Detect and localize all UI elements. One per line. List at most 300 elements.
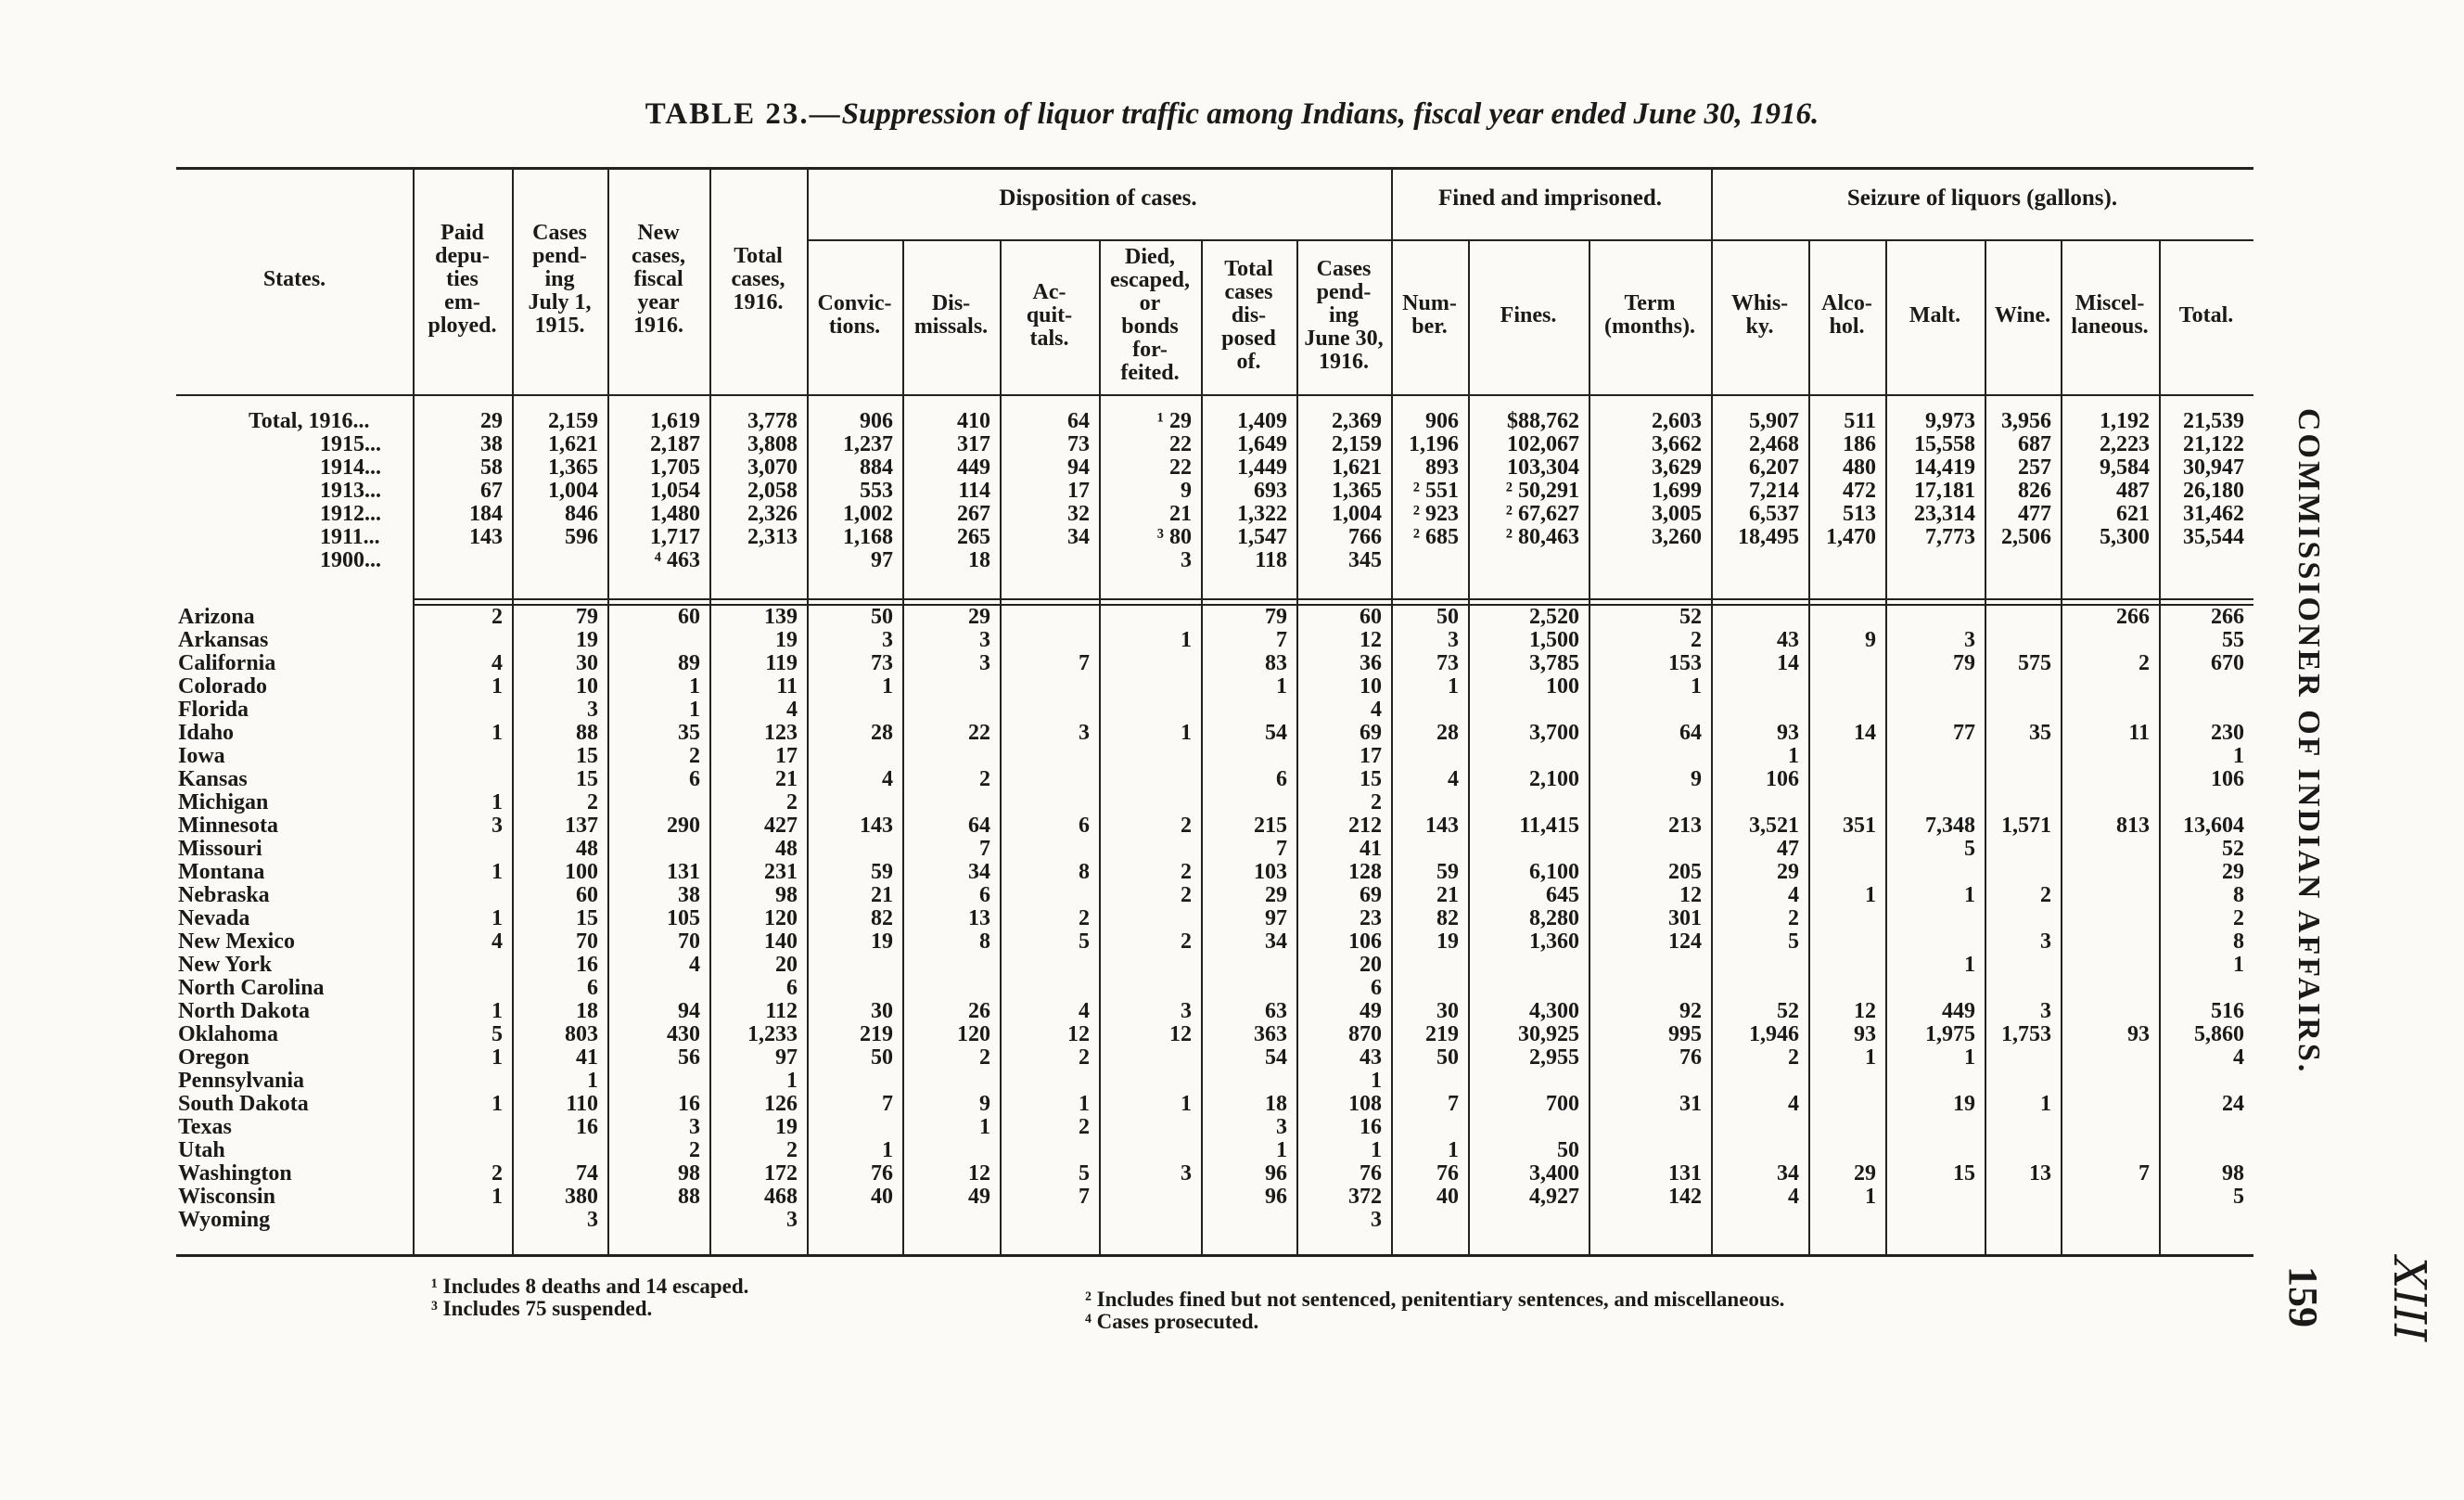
- state-cell: 12: [1854, 999, 1876, 1023]
- state-cell: 1: [1691, 674, 1702, 699]
- total-cell: 1,004: [1332, 502, 1382, 526]
- footnote-3: ³ Includes 75 suspended.: [431, 1297, 653, 1320]
- state-cell: 7: [979, 837, 990, 861]
- total-cell: 1,470: [1826, 525, 1876, 549]
- state-cell: 29: [1777, 860, 1799, 884]
- total-cell: 114: [958, 479, 990, 503]
- state-cell: 47: [1777, 837, 1799, 861]
- state-label: California: [178, 651, 276, 675]
- state-cell: 363: [1254, 1022, 1287, 1046]
- state-cell: 645: [1546, 883, 1579, 907]
- state-cell: 142: [1668, 1185, 1702, 1209]
- state-cell: 2: [1181, 814, 1192, 838]
- total-cell: 34: [1067, 525, 1090, 549]
- total-cell: 18: [968, 548, 990, 572]
- total-cell: 5,907: [1749, 409, 1799, 433]
- total-cell: 621: [2116, 502, 2150, 526]
- state-cell: 48: [775, 837, 798, 861]
- state-cell: 2: [1788, 1045, 1799, 1070]
- state-cell: 82: [871, 906, 893, 930]
- column-header: [1885, 304, 1985, 327]
- total-cell: 2,187: [650, 432, 700, 456]
- column-header: [512, 222, 607, 338]
- state-cell: 15: [576, 744, 598, 768]
- state-label: North Carolina: [178, 976, 325, 1000]
- total-cell: 1,547: [1237, 525, 1287, 549]
- state-cell: 3: [1371, 1208, 1382, 1232]
- state-cell: 8: [1079, 860, 1090, 884]
- state-cell: 2: [492, 605, 503, 629]
- total-cell: 1,705: [650, 455, 700, 480]
- column-header-line: cases: [1224, 279, 1273, 304]
- total-cell: 2,159: [1332, 432, 1382, 456]
- column-header-line: (months).: [1603, 314, 1695, 339]
- state-cell: 18: [1265, 1092, 1287, 1116]
- state-cell: 29: [968, 605, 990, 629]
- total-cell: 472: [1843, 479, 1876, 503]
- state-cell: 30,925: [1518, 1022, 1579, 1046]
- total-cell: 103,304: [1507, 455, 1579, 480]
- state-cell: 103: [1254, 860, 1287, 884]
- state-cell: 2: [1181, 883, 1192, 907]
- total-cell: 1,192: [2100, 409, 2150, 433]
- state-label: Washington: [178, 1161, 292, 1186]
- state-cell: 94: [678, 999, 700, 1023]
- total-cell: 2,506: [2001, 525, 2051, 549]
- total-cell: 257: [2018, 455, 2051, 480]
- state-cell: 79: [1265, 605, 1287, 629]
- column-header-line: cases,: [731, 266, 785, 291]
- state-cell: 3: [786, 1208, 798, 1232]
- column-header-line: Malt.: [1909, 302, 1961, 327]
- total-cell: ³ 80: [1156, 525, 1192, 549]
- state-cell: 1: [1964, 883, 1975, 907]
- state-cell: 14: [1854, 721, 1876, 745]
- state-cell: 16: [576, 1115, 598, 1139]
- state-cell: 215: [1254, 814, 1287, 838]
- state-cell: 5,860: [2194, 1022, 2244, 1046]
- state-cell: 96: [1265, 1185, 1287, 1209]
- state-cell: 120: [957, 1022, 990, 1046]
- state-label: Florida: [178, 698, 249, 722]
- state-cell: 43: [1360, 1045, 1382, 1070]
- state-cell: 2: [2040, 883, 2051, 907]
- column-header-line: missals.: [913, 314, 989, 339]
- state-cell: 1: [1276, 1138, 1287, 1162]
- column-header-line: June 30,: [1304, 326, 1384, 351]
- state-cell: 2: [786, 1138, 798, 1162]
- state-cell: 34: [1777, 1161, 1799, 1186]
- total-row-label: 1900...: [320, 548, 381, 572]
- column-header: [1391, 292, 1468, 339]
- state-cell: 26: [968, 999, 990, 1023]
- state-cell: 1,753: [2001, 1022, 2051, 1046]
- state-cell: 131: [1668, 1161, 1702, 1186]
- state-cell: 15: [1360, 767, 1382, 791]
- state-cell: 7: [1276, 628, 1287, 652]
- total-cell: 766: [1348, 525, 1382, 549]
- state-cell: 3: [882, 628, 893, 652]
- state-cell: 8: [2233, 883, 2244, 907]
- column-header: [1099, 246, 1201, 385]
- column-header-line: Cases: [532, 220, 587, 245]
- column-header: [807, 292, 902, 339]
- state-cell: 3: [587, 1208, 598, 1232]
- state-cell: 1: [492, 1185, 503, 1209]
- column-header: [607, 222, 709, 338]
- column-rule: [2061, 239, 2062, 1254]
- state-cell: 15: [576, 906, 598, 930]
- state-label: North Dakota: [178, 999, 310, 1023]
- column-header-line: Total: [734, 243, 783, 268]
- state-cell: 1: [1371, 1069, 1382, 1093]
- column-header-line: bonds: [1121, 314, 1179, 339]
- state-cell: 100: [565, 860, 598, 884]
- state-cell: 9: [1865, 628, 1876, 652]
- column-header-line: Fines.: [1500, 302, 1557, 327]
- state-cell: 427: [764, 814, 798, 838]
- state-label: Nevada: [178, 906, 250, 930]
- total-cell: ² 923: [1412, 502, 1459, 526]
- total-cell: 1,449: [1237, 455, 1287, 480]
- column-header-line: Wine.: [1994, 302, 2051, 327]
- state-cell: 4: [786, 698, 798, 722]
- total-cell: 477: [2018, 502, 2051, 526]
- total-cell: 7,214: [1749, 479, 1799, 503]
- state-cell: 1: [1181, 721, 1192, 745]
- state-label: Pennsylvania: [178, 1069, 305, 1093]
- total-cell: 3,778: [747, 409, 798, 433]
- state-cell: 143: [860, 814, 893, 838]
- column-header: [1589, 292, 1711, 339]
- state-cell: 106: [2211, 767, 2244, 791]
- column-header: [902, 292, 1000, 339]
- total-cell: 58: [480, 455, 503, 480]
- state-cell: 3,521: [1749, 814, 1799, 838]
- total-cell: 14,419: [1914, 455, 1975, 480]
- column-header-line: 1915.: [534, 313, 585, 338]
- state-cell: 28: [871, 721, 893, 745]
- total-cell: 317: [957, 432, 990, 456]
- state-cell: 2,955: [1529, 1045, 1579, 1070]
- total-cell: 2,058: [747, 479, 798, 503]
- state-cell: 24: [2222, 1092, 2244, 1116]
- state-cell: 21: [775, 767, 798, 791]
- state-label: Utah: [178, 1138, 225, 1162]
- total-cell: 906: [1425, 409, 1459, 433]
- state-cell: 1: [1865, 1045, 1876, 1070]
- state-cell: 56: [678, 1045, 700, 1070]
- column-header-line: hol.: [1829, 314, 1865, 339]
- state-label: Wisconsin: [178, 1185, 275, 1209]
- state-cell: 16: [1360, 1115, 1382, 1139]
- column-header-line: feited.: [1120, 361, 1180, 385]
- state-cell: 1,500: [1529, 628, 1579, 652]
- total-cell: 1,365: [548, 455, 598, 480]
- state-cell: 1: [492, 790, 503, 814]
- column-header: [2159, 304, 2253, 327]
- total-cell: 30,947: [2183, 455, 2244, 480]
- state-cell: 1: [492, 1045, 503, 1070]
- column-header-line: Ac-: [1032, 279, 1066, 304]
- column-header-line: em-: [444, 289, 480, 314]
- state-label: Kansas: [178, 767, 248, 791]
- state-cell: 2: [979, 1045, 990, 1070]
- state-cell: 50: [1436, 605, 1459, 629]
- state-cell: 468: [764, 1185, 798, 1209]
- total-cell: 3,070: [747, 455, 798, 480]
- state-cell: 50: [1436, 1045, 1459, 1070]
- state-cell: 79: [576, 605, 598, 629]
- state-cell: 6,100: [1529, 860, 1579, 884]
- total-cell: 1,004: [548, 479, 598, 503]
- state-cell: 9: [1691, 767, 1702, 791]
- state-cell: 6: [689, 767, 700, 791]
- column-header-line: cases,: [632, 243, 685, 268]
- total-cell: 1,480: [650, 502, 700, 526]
- total-cell: 73: [1067, 432, 1090, 456]
- total-cell: ² 80,463: [1505, 525, 1579, 549]
- state-cell: 1: [492, 1092, 503, 1116]
- state-cell: 372: [1348, 1185, 1382, 1209]
- state-cell: 1: [1865, 883, 1876, 907]
- state-cell: 2: [1079, 1115, 1090, 1139]
- total-cell: 693: [1254, 479, 1287, 503]
- state-cell: 2: [587, 790, 598, 814]
- state-cell: 69: [1360, 721, 1382, 745]
- total-cell: 826: [2018, 479, 2051, 503]
- total-cell: 687: [2018, 432, 2051, 456]
- state-cell: 38: [678, 883, 700, 907]
- state-cell: 449: [1942, 999, 1975, 1023]
- column-header-line: 1916.: [633, 313, 683, 338]
- state-cell: 4: [1788, 883, 1799, 907]
- total-cell: 21,122: [2183, 432, 2244, 456]
- column-header-line: ing: [1328, 302, 1359, 327]
- state-cell: 93: [1854, 1022, 1876, 1046]
- total-cell: 553: [860, 479, 893, 503]
- column-header-line: Num-: [1402, 291, 1457, 315]
- header-bottom-rule: [176, 394, 2253, 396]
- state-cell: 50: [871, 605, 893, 629]
- state-cell: 4: [1788, 1092, 1799, 1116]
- state-cell: 4: [689, 953, 700, 977]
- column-header-line: posed: [1221, 326, 1276, 351]
- state-cell: 93: [2127, 1022, 2150, 1046]
- total-cell: 21: [1169, 502, 1192, 526]
- state-cell: 3: [587, 698, 598, 722]
- state-cell: 4: [492, 651, 503, 675]
- total-cell: 846: [565, 502, 598, 526]
- table-title-number: TABLE 23.—: [645, 97, 842, 131]
- state-cell: 76: [1436, 1161, 1459, 1186]
- total-cell: 906: [860, 409, 893, 433]
- state-cell: 19: [871, 929, 893, 954]
- state-cell: 213: [1668, 814, 1702, 838]
- state-cell: 29: [1265, 883, 1287, 907]
- footnote-2: ² Includes fined but not sentenced, penitentiary sentences, and miscellaneous.: [1085, 1288, 1785, 1311]
- state-cell: 1: [1964, 1045, 1975, 1070]
- total-row-label: 1913...: [320, 479, 381, 503]
- state-label: Oklahoma: [178, 1022, 279, 1046]
- total-cell: 1,649: [1237, 432, 1287, 456]
- state-cell: 1: [587, 1069, 598, 1093]
- total-cell: 511: [1844, 409, 1876, 433]
- state-cell: 1,233: [747, 1022, 798, 1046]
- state-cell: 18: [576, 999, 598, 1023]
- column-header: [2061, 292, 2159, 339]
- total-row-label: 1914...: [320, 455, 381, 480]
- total-cell: 184: [469, 502, 503, 526]
- total-cell: 449: [957, 455, 990, 480]
- state-cell: 22: [968, 721, 990, 745]
- total-cell: 9,973: [1925, 409, 1975, 433]
- state-cell: 3: [979, 651, 990, 675]
- state-cell: 73: [1436, 651, 1459, 675]
- column-header-line: or: [1139, 291, 1161, 315]
- state-label: Wyoming: [178, 1208, 271, 1232]
- state-cell: 12: [1067, 1022, 1090, 1046]
- state-cell: 5: [492, 1022, 503, 1046]
- state-cell: 1: [689, 698, 700, 722]
- column-header-line: Dis-: [931, 291, 971, 315]
- state-cell: 112: [765, 999, 798, 1023]
- state-cell: 2: [1181, 860, 1192, 884]
- state-cell: 1,360: [1529, 929, 1579, 954]
- state-cell: 15: [576, 767, 598, 791]
- state-cell: 21: [871, 883, 893, 907]
- state-cell: 1: [1788, 744, 1799, 768]
- column-header-line: quit-: [1026, 302, 1073, 327]
- total-cell: 345: [1348, 548, 1382, 572]
- state-cell: 1: [2233, 744, 2244, 768]
- column-header-line: year: [637, 289, 680, 314]
- state-cell: 35: [678, 721, 700, 745]
- total-cell: 31,462: [2183, 502, 2244, 526]
- state-cell: 83: [1265, 651, 1287, 675]
- state-cell: 351: [1843, 814, 1876, 838]
- state-cell: 3: [2040, 999, 2051, 1023]
- state-cell: 670: [2211, 651, 2244, 675]
- state-cell: 1: [492, 906, 503, 930]
- state-cell: 1: [979, 1115, 990, 1139]
- state-cell: 1: [2040, 1092, 2051, 1116]
- state-cell: 108: [1348, 1092, 1382, 1116]
- state-cell: 31: [1679, 1092, 1702, 1116]
- total-cell: 1,409: [1237, 409, 1287, 433]
- state-cell: 10: [1360, 674, 1382, 699]
- state-cell: 5: [1964, 837, 1975, 861]
- state-cell: 7: [882, 1092, 893, 1116]
- state-cell: 52: [2222, 837, 2244, 861]
- total-cell: ² 551: [1412, 479, 1459, 503]
- column-header-line: ing: [544, 266, 575, 291]
- state-cell: 36: [1360, 651, 1382, 675]
- state-cell: 89: [678, 651, 700, 675]
- total-cell: 3,260: [1652, 525, 1702, 549]
- column-header-line: 1916.: [733, 289, 784, 314]
- state-cell: 128: [1348, 860, 1382, 884]
- state-cell: 5: [1079, 929, 1090, 954]
- state-cell: 2: [979, 767, 990, 791]
- total-cell: 1,322: [1237, 502, 1287, 526]
- state-cell: 1: [1181, 628, 1192, 652]
- state-cell: 3,400: [1529, 1161, 1579, 1186]
- state-cell: 1: [492, 721, 503, 745]
- state-cell: 2: [1079, 906, 1090, 930]
- state-cell: 12: [1679, 883, 1702, 907]
- state-cell: 13: [968, 906, 990, 930]
- state-cell: 2,520: [1529, 605, 1579, 629]
- total-cell: 3,662: [1652, 432, 1702, 456]
- state-cell: 1: [882, 674, 893, 699]
- state-label: Missouri: [178, 837, 262, 861]
- total-cell: 6,537: [1749, 502, 1799, 526]
- total-cell: 2,603: [1652, 409, 1702, 433]
- state-cell: 231: [764, 860, 798, 884]
- state-cell: 1: [1448, 674, 1459, 699]
- state-cell: 4,927: [1529, 1185, 1579, 1209]
- state-cell: 77: [1953, 721, 1975, 745]
- state-cell: 1: [2233, 953, 2244, 977]
- state-cell: 3: [2040, 929, 2051, 954]
- state-cell: 1,946: [1749, 1022, 1799, 1046]
- state-cell: 28: [1436, 721, 1459, 745]
- table-title: [0, 97, 2464, 132]
- column-header-line: Paid: [440, 220, 484, 245]
- state-cell: 98: [775, 883, 798, 907]
- state-cell: 2,100: [1529, 767, 1579, 791]
- state-cell: 2: [1079, 1045, 1090, 1070]
- total-cell: 2,313: [747, 525, 798, 549]
- state-cell: 5: [2233, 1185, 2244, 1209]
- column-header-line: ky.: [1745, 314, 1774, 339]
- total-cell: 487: [2116, 479, 2150, 503]
- state-cell: 4: [1448, 767, 1459, 791]
- state-cell: 2: [689, 1138, 700, 1162]
- column-header-line: pend-: [532, 243, 587, 268]
- total-cell: 26,180: [2183, 479, 2244, 503]
- column-rule: [1808, 239, 1810, 1254]
- total-cell: 5,300: [2100, 525, 2150, 549]
- state-cell: 3: [1964, 628, 1975, 652]
- column-header-line: of.: [1236, 349, 1261, 374]
- column-header-line: Total: [1224, 256, 1273, 281]
- total-cell: 186: [1843, 432, 1876, 456]
- state-cell: 19: [775, 628, 798, 652]
- state-cell: 1: [1964, 953, 1975, 977]
- state-label: Minnesota: [178, 814, 278, 838]
- total-cell: 21,539: [2183, 409, 2244, 433]
- state-cell: 2: [786, 790, 798, 814]
- total-cell: 67: [480, 479, 503, 503]
- state-cell: 76: [871, 1161, 893, 1186]
- state-label: South Dakota: [178, 1092, 309, 1116]
- total-cell: 22: [1169, 455, 1192, 480]
- table-title-text: Suppression of liquor traffic among Indians, fiscal year ended June 30, 1916.: [841, 97, 1819, 131]
- state-cell: 126: [764, 1092, 798, 1116]
- total-cell: $88,762: [1507, 409, 1579, 433]
- total-row-label: 1911...: [320, 525, 380, 549]
- state-cell: 54: [1265, 721, 1287, 745]
- total-cell: 9: [1181, 479, 1192, 503]
- state-cell: 575: [2018, 651, 2051, 675]
- state-cell: 60: [678, 605, 700, 629]
- state-cell: 6: [1276, 767, 1287, 791]
- total-row-label: 1915...: [320, 432, 381, 456]
- state-cell: 76: [1679, 1045, 1702, 1070]
- column-header-line: Alco-: [1821, 291, 1872, 315]
